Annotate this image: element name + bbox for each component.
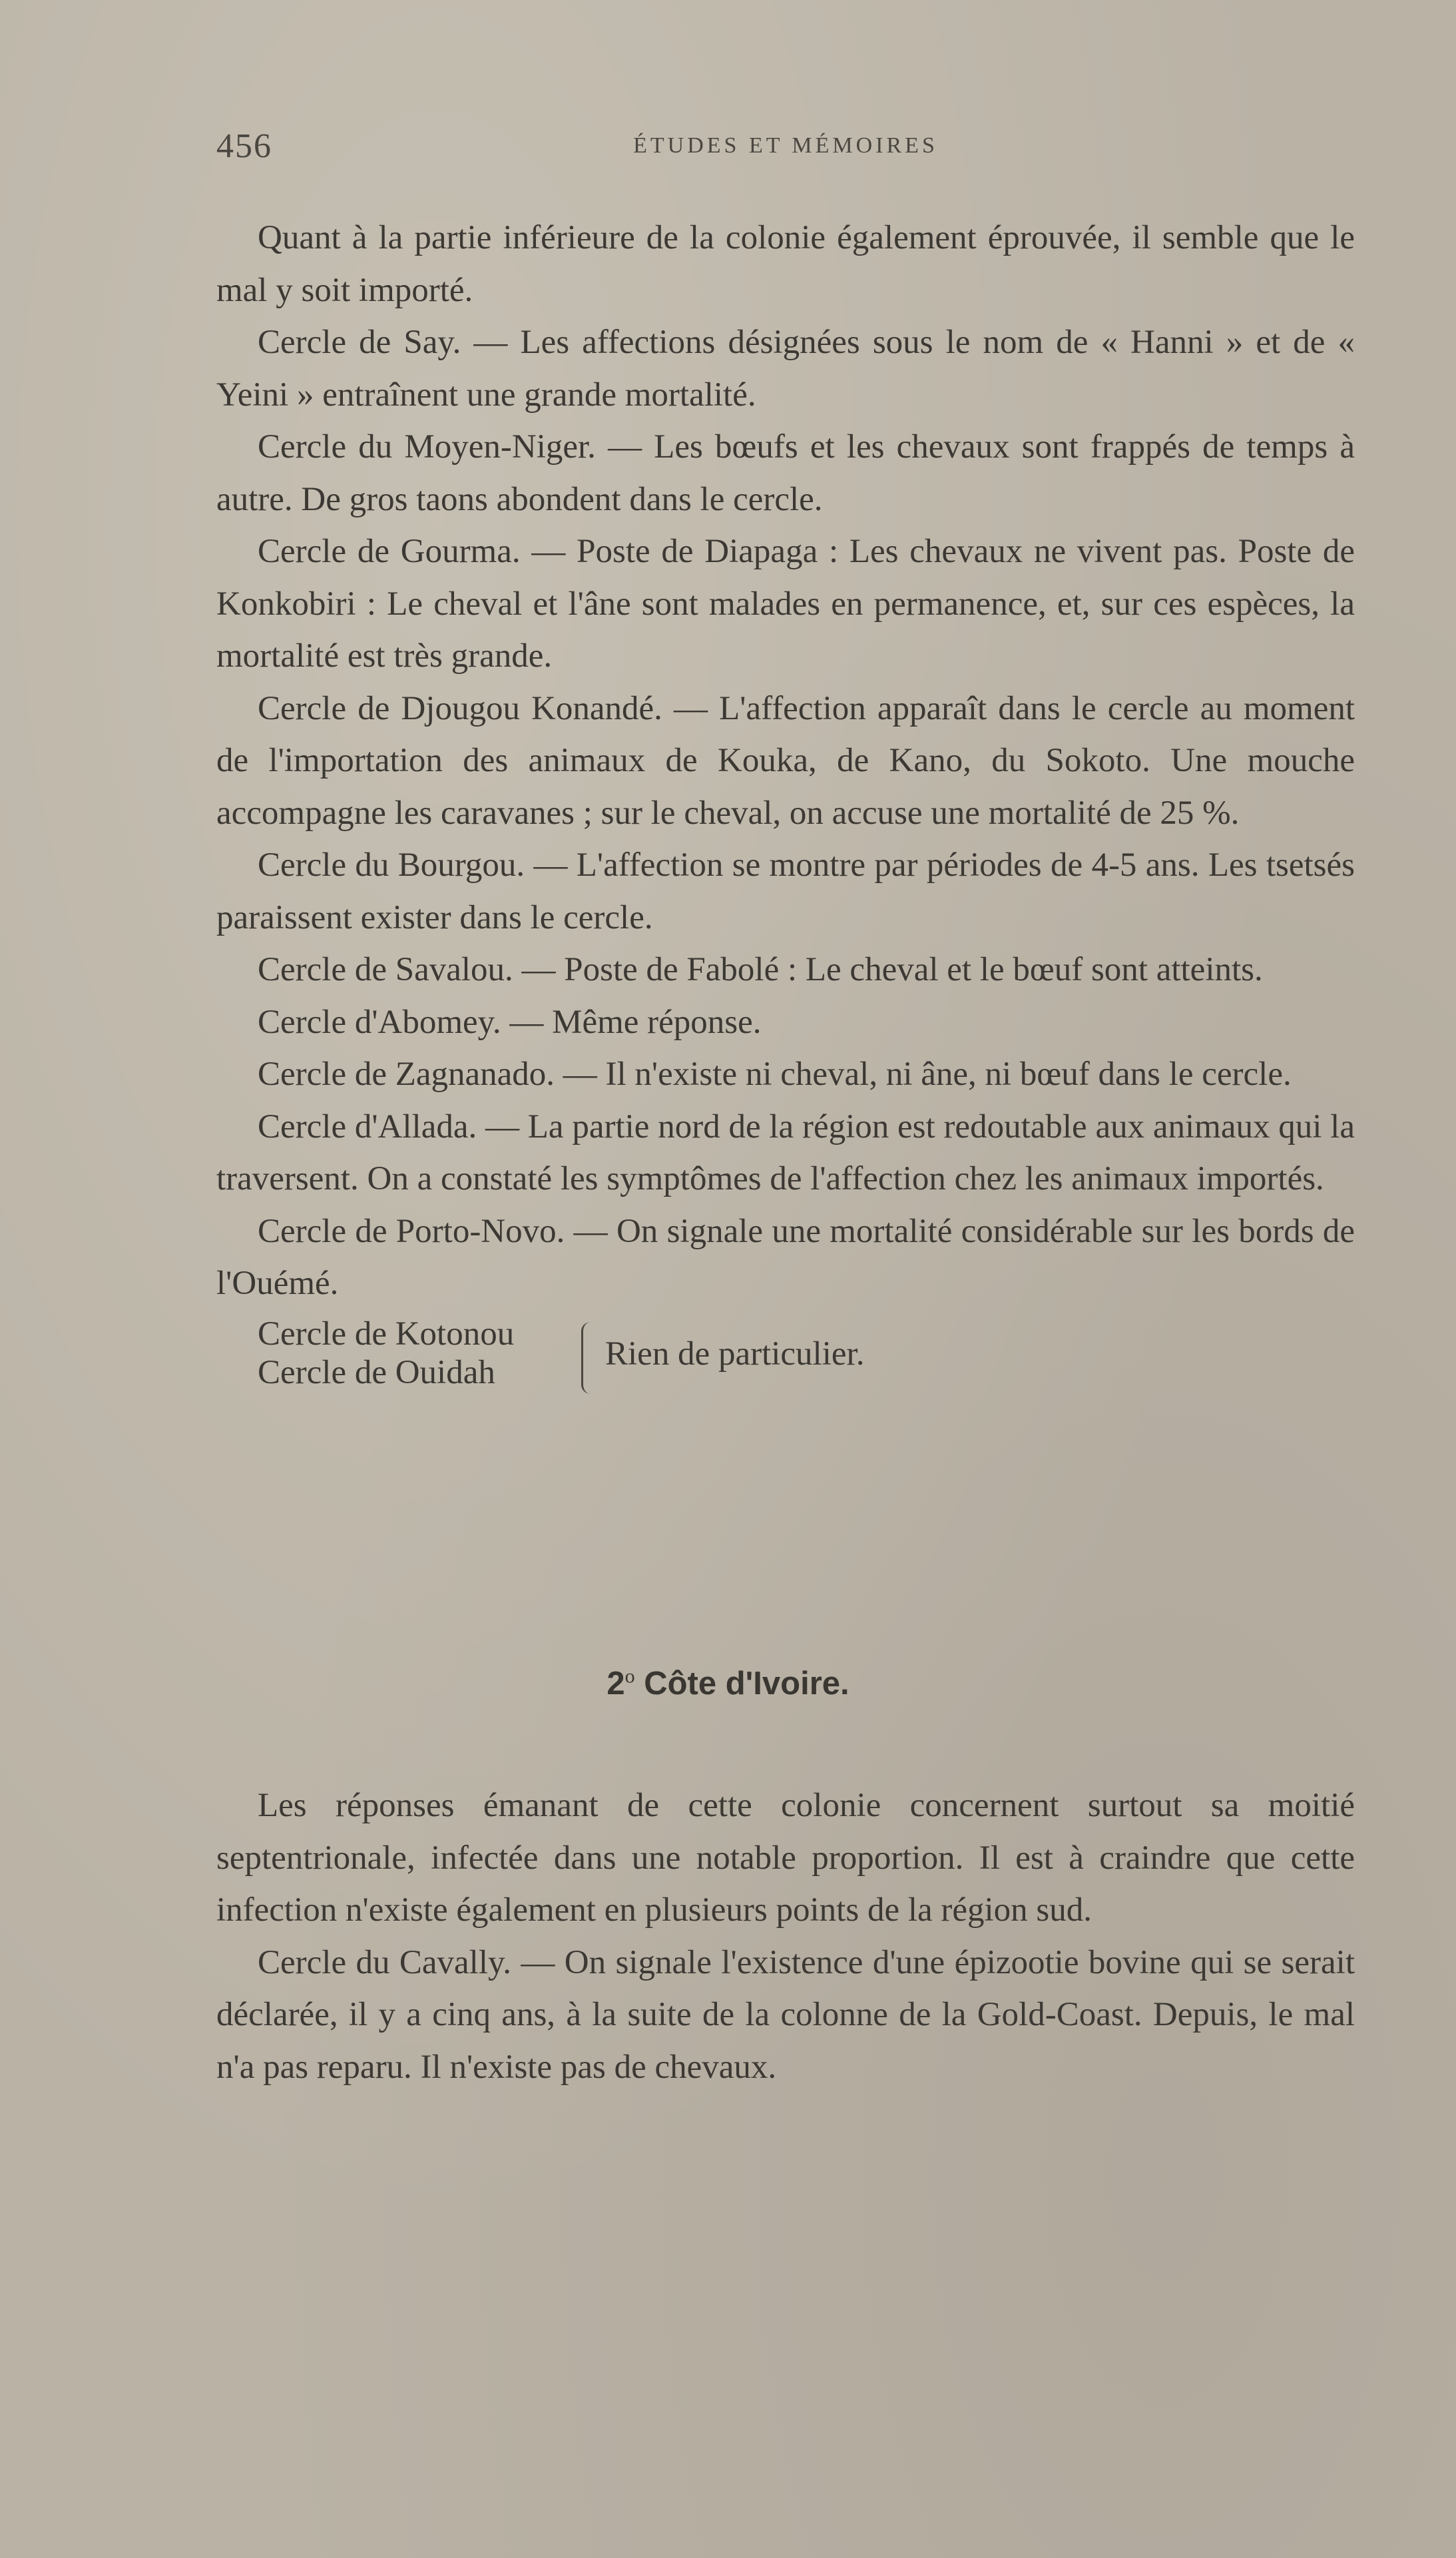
paragraph-moyen-niger: Cercle du Moyen-Niger. — Les bœufs et les chevaux sont frappés de temps à autre. De gros taons abondent dans le cercle. bbox=[216, 428, 1355, 518]
paragraph-gourma: Cercle de Gourma. — Poste de Diapaga : Les chevaux ne vivent pas. Poste de Konkobiri : Le cheval et l'âne sont malades en permanence, et, sur ces espèces, la mortalité est très grande. bbox=[216, 533, 1355, 675]
entry-kotonou: Cercle de Kotonou bbox=[258, 1315, 515, 1353]
section-heading bbox=[0, 1665, 1456, 1702]
section-text bbox=[216, 1779, 1355, 2093]
paragraph-bourgou: Cercle du Bourgou. — L'affection se montre par périodes de 4-5 ans. Les tsetsés paraissent exister dans le cercle. bbox=[216, 846, 1355, 936]
section-title-text: Côte d'Ivoire. bbox=[644, 1666, 849, 1702]
paragraph-savalou: Cercle de Savalou. — Poste de Fabolé : Le cheval et le bœuf sont atteints. bbox=[258, 951, 1263, 988]
paragraph-porto-novo: Cercle de Porto-Novo. — On signale une mortalité considérable sur les bords de l'Ouémé. bbox=[216, 1212, 1355, 1302]
page-number: 456 bbox=[216, 127, 272, 165]
paragraph-zagnanado: Cercle de Zagnanado. — Il n'existe ni cheval, ni âne, ni bœuf dans le cercle. bbox=[258, 1056, 1292, 1093]
paragraph-intro: Quant à la partie inférieure de la colonie également éprouvée, il semble que le mal y soit importé. bbox=[216, 219, 1355, 309]
section-ordinal: o bbox=[624, 1665, 635, 1688]
paragraph-say: Cercle de Say. — Les affections désignées sous le nom de « Hanni » et de « Yeini » entraînent une grande mortalité. bbox=[216, 324, 1355, 414]
grouped-entries bbox=[216, 1314, 1355, 1421]
entry-ouidah: Cercle de Ouidah bbox=[258, 1353, 495, 1391]
paragraph-cavally: Cercle du Cavally. — On signale l'existence d'une épizootie bovine qui se serait déclarée, il y a cinq ans, à la suite de la colonne de la Gold-Coast. Depuis, le mal n'a pas reparu. Il n'existe pas de chevaux. bbox=[216, 1943, 1355, 2086]
paragraph-cote-ivoire-intro: Les réponses émanant de cette colonie concernent surtout sa moitié septentrionale, infectée dans une notable proportion. Il est à craindre que cette infection n'existe également en plusieurs points de la région sud. bbox=[216, 1787, 1355, 1929]
page-header bbox=[216, 127, 1355, 180]
paragraph-allada: Cercle d'Allada. — La partie nord de la région est redoutable aux animaux qui la traversent. On a constaté les symptômes de l'affection chez les animaux importés. bbox=[216, 1108, 1355, 1197]
grouped-note: Rien de particulier. bbox=[605, 1335, 865, 1373]
section-number: 2 bbox=[607, 1666, 625, 1702]
paragraph-abomey: Cercle d'Abomey. — Même réponse. bbox=[258, 1003, 762, 1041]
main-text bbox=[216, 212, 1355, 1421]
brace-mark bbox=[581, 1322, 598, 1394]
paragraph-djougou: Cercle de Djougou Konandé. — L'affection apparaît dans le cercle au moment de l'importation des animaux de Kouka, de Kano, du Sokoto. Une mouche accompagne les caravanes ; sur le cheval, on accuse une mortalité de 25 %. bbox=[216, 689, 1355, 832]
running-title: ÉTUDES ET MÉMOIRES bbox=[633, 133, 938, 158]
